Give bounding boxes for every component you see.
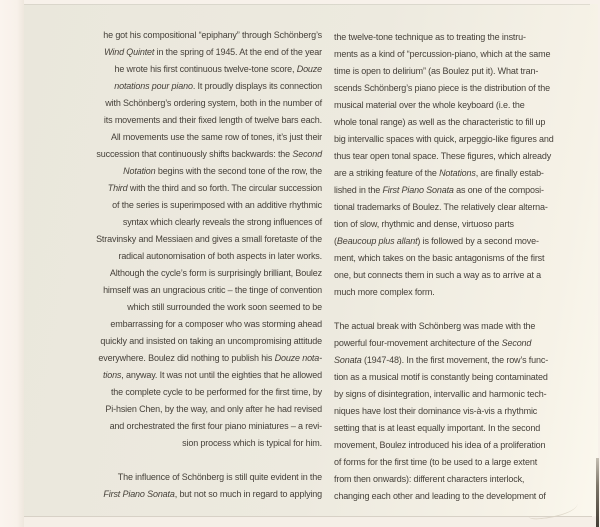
text-line [334,420,594,437]
text-line [334,131,594,148]
text-line [66,435,322,452]
text-segment: ment, which takes on the basic antagonisms of the first [334,253,545,263]
text-line [66,27,322,44]
text-line [334,29,594,46]
text-line [66,197,322,214]
text-segment: and orchestrated the first four piano miniatures – a revi- [109,421,322,431]
text-segment: as one of the composi- [453,185,544,195]
text-line [334,267,594,284]
text-segment: embarrassing for a composer who was storming ahead [110,319,322,329]
text-segment: ments as a kind of “percussion-piano, which at the same [334,49,551,59]
text-segment: of forms for the first time (to be used to a large extent [334,457,538,467]
text-segment: begins with the second tone of the row, the [155,166,322,176]
text-line [66,112,322,129]
text-line [334,199,594,216]
text-segment: everywhere. Boulez did nothing to publish his [98,353,275,363]
text-line [66,367,322,384]
text-segment: thus tear open tonal space. These figures, which already [334,151,552,161]
text-segment: sion process which is typical for him. [182,438,322,448]
text-segment: ) is followed by a second move- [417,236,539,246]
paragraph [66,27,322,452]
text-line [66,350,322,367]
text-segment: the twelve-tone technique as to treating the instru- [334,32,526,42]
text-line [334,165,594,182]
text-line [66,163,322,180]
text-segment: tion as a musical motif is constantly being contaminated [334,372,548,382]
page-left-edge [0,0,24,527]
page-top-edge-line [24,4,590,5]
text-line [66,384,322,401]
text-segment: of the series is superimposed with an additive rhythmic [112,200,322,210]
italic-text-segment: Notation [123,166,156,176]
text-segment: tional trademarks of Boulez. The relatively clear alterna- [334,202,548,212]
italic-text-segment: notations pour piano [114,81,193,91]
paragraph [66,469,322,503]
text-line [334,352,594,369]
text-line [66,180,322,197]
text-line [66,61,322,78]
text-line [66,78,322,95]
italic-text-segment: Douze nota- [274,353,322,363]
text-line [334,250,594,267]
text-segment: The actual break with Schönberg was made with the [334,321,536,331]
left-text-column [66,27,322,503]
text-segment: setting that is at least equally important. In the second [334,423,541,433]
text-segment: musical material over the whole keyboard (i.e. the [334,100,525,110]
italic-text-segment: First Piano Sonata [103,489,175,499]
text-segment: whole tonal range) as well as the characteristic to fill up [334,117,546,127]
text-line [334,233,594,250]
text-segment: in the spring of 1945. At the end of the year [154,47,322,57]
text-line [66,469,322,486]
text-segment: , but not so much in regard to applying [174,489,322,499]
italic-text-segment: First Piano Sonata [382,185,454,195]
text-line [334,471,594,488]
italic-text-segment: Beaucoup plus allant [336,236,418,246]
text-line [66,316,322,333]
text-segment: lished in the [334,185,383,195]
text-segment: himself was an ungracious critic – the tinge of convention [103,285,322,295]
italic-text-segment: Notations [439,168,476,178]
italic-text-segment: Third [107,183,128,193]
paragraph [334,29,594,301]
text-segment: he wrote his first continuous twelve-tone score, [114,64,297,74]
text-segment: which still surrounded the work soon seemed to be [127,302,322,312]
text-line [334,335,594,352]
text-line [334,182,594,199]
text-line [66,282,322,299]
text-line [334,114,594,131]
text-segment: from then onwards): different characters interlock, [334,474,525,484]
text-segment: All movements use the same row of tones, it’s just their [110,132,322,142]
text-segment: Stravinsky and Messiaen and gives a small foretaste of the [96,234,322,244]
text-segment: by signs of disintegration, intervallic and harmonic tech- [334,389,547,399]
text-segment: Pi-hsien Chen, by the way, and only after he had revised [105,404,322,414]
text-line [334,216,594,233]
italic-text-segment: Sonata [334,355,362,365]
text-line [66,95,322,112]
page-right-edge-shadow [596,458,599,527]
text-segment: tion of slow, rhythmic and dense, virtuoso parts [334,219,514,229]
text-line [66,265,322,282]
text-line [334,63,594,80]
text-segment: syntax which clearly reveals the strong influences of [122,217,322,227]
text-line [334,437,594,454]
text-line [334,318,594,335]
text-line [66,129,322,146]
text-segment: much more complex form. [334,287,435,297]
text-segment: the complete cycle to be performed for the first time, by [110,387,322,397]
text-line [334,369,594,386]
text-segment: niques have lost their dominance vis-à-vis a rhythmic [334,406,538,416]
text-segment: powerful four-movement architecture of the [334,338,502,348]
text-segment: its movements and their fixed length of twelve bars each. [103,115,322,125]
text-line [334,403,594,420]
text-line [66,418,322,435]
text-segment: scends Schönberg’s piano piece is the distribution of the [334,83,550,93]
text-line [334,80,594,97]
book-page [24,4,598,516]
text-segment: with the third and so forth. The circular succession [127,183,322,193]
text-segment: succession that continuously shifts backwards: the [96,149,293,159]
text-segment: changing each other and leading to the development of [334,491,546,501]
text-segment: he got his compositional “epiphany” through Schönberg’s [103,30,322,40]
italic-text-segment: Second [292,149,322,159]
paragraph [334,318,594,505]
text-segment: , are finally estab- [475,168,544,178]
text-line [334,386,594,403]
text-line [66,146,322,163]
text-line [334,97,594,114]
text-segment: . It proudly displays its connection [192,81,322,91]
text-segment: radical autonomisation of both aspects in later works. [118,251,322,261]
text-segment: (1947-48). In the first movement, the row’s func- [361,355,549,365]
text-segment: , anyway. It was not until the eighties that he allowed [121,370,322,380]
italic-text-segment: tions [103,370,122,380]
text-line [334,284,594,301]
text-line [334,148,594,165]
text-line [66,299,322,316]
page-bottom-margin [24,517,600,527]
text-line [334,46,594,63]
text-segment: one, but connects them in such a way as to arrive at a [334,270,542,280]
italic-text-segment: Second [501,338,532,348]
text-segment: are a striking feature of the [334,168,440,178]
text-line [66,214,322,231]
text-line [66,44,322,61]
text-segment: quickly and insisted on taking an uncompromising attitude [100,336,322,346]
text-segment: The influence of Schönberg is still quite evident in the [117,472,322,482]
text-line [66,248,322,265]
text-line [66,333,322,350]
text-segment: movement, Boulez introduced his idea of a proliferation [334,440,546,450]
text-line [66,486,322,503]
text-segment: Although the cycle’s form is surprisingly brilliant, Boulez [109,268,322,278]
italic-text-segment: Douze [296,64,322,74]
italic-text-segment: Wind Quintet [104,47,155,57]
text-line [334,454,594,471]
text-segment: ( [334,236,337,246]
text-line [66,401,322,418]
text-line [66,231,322,248]
right-text-column [334,29,594,505]
text-segment: with Schönberg’s ordering system, both in the number of [105,98,322,108]
text-segment: big intervallic spaces with quick, arpeggio-like figures and [334,134,554,144]
text-segment: time is open to delirium” (as Boulez put it). What tran- [334,66,539,76]
